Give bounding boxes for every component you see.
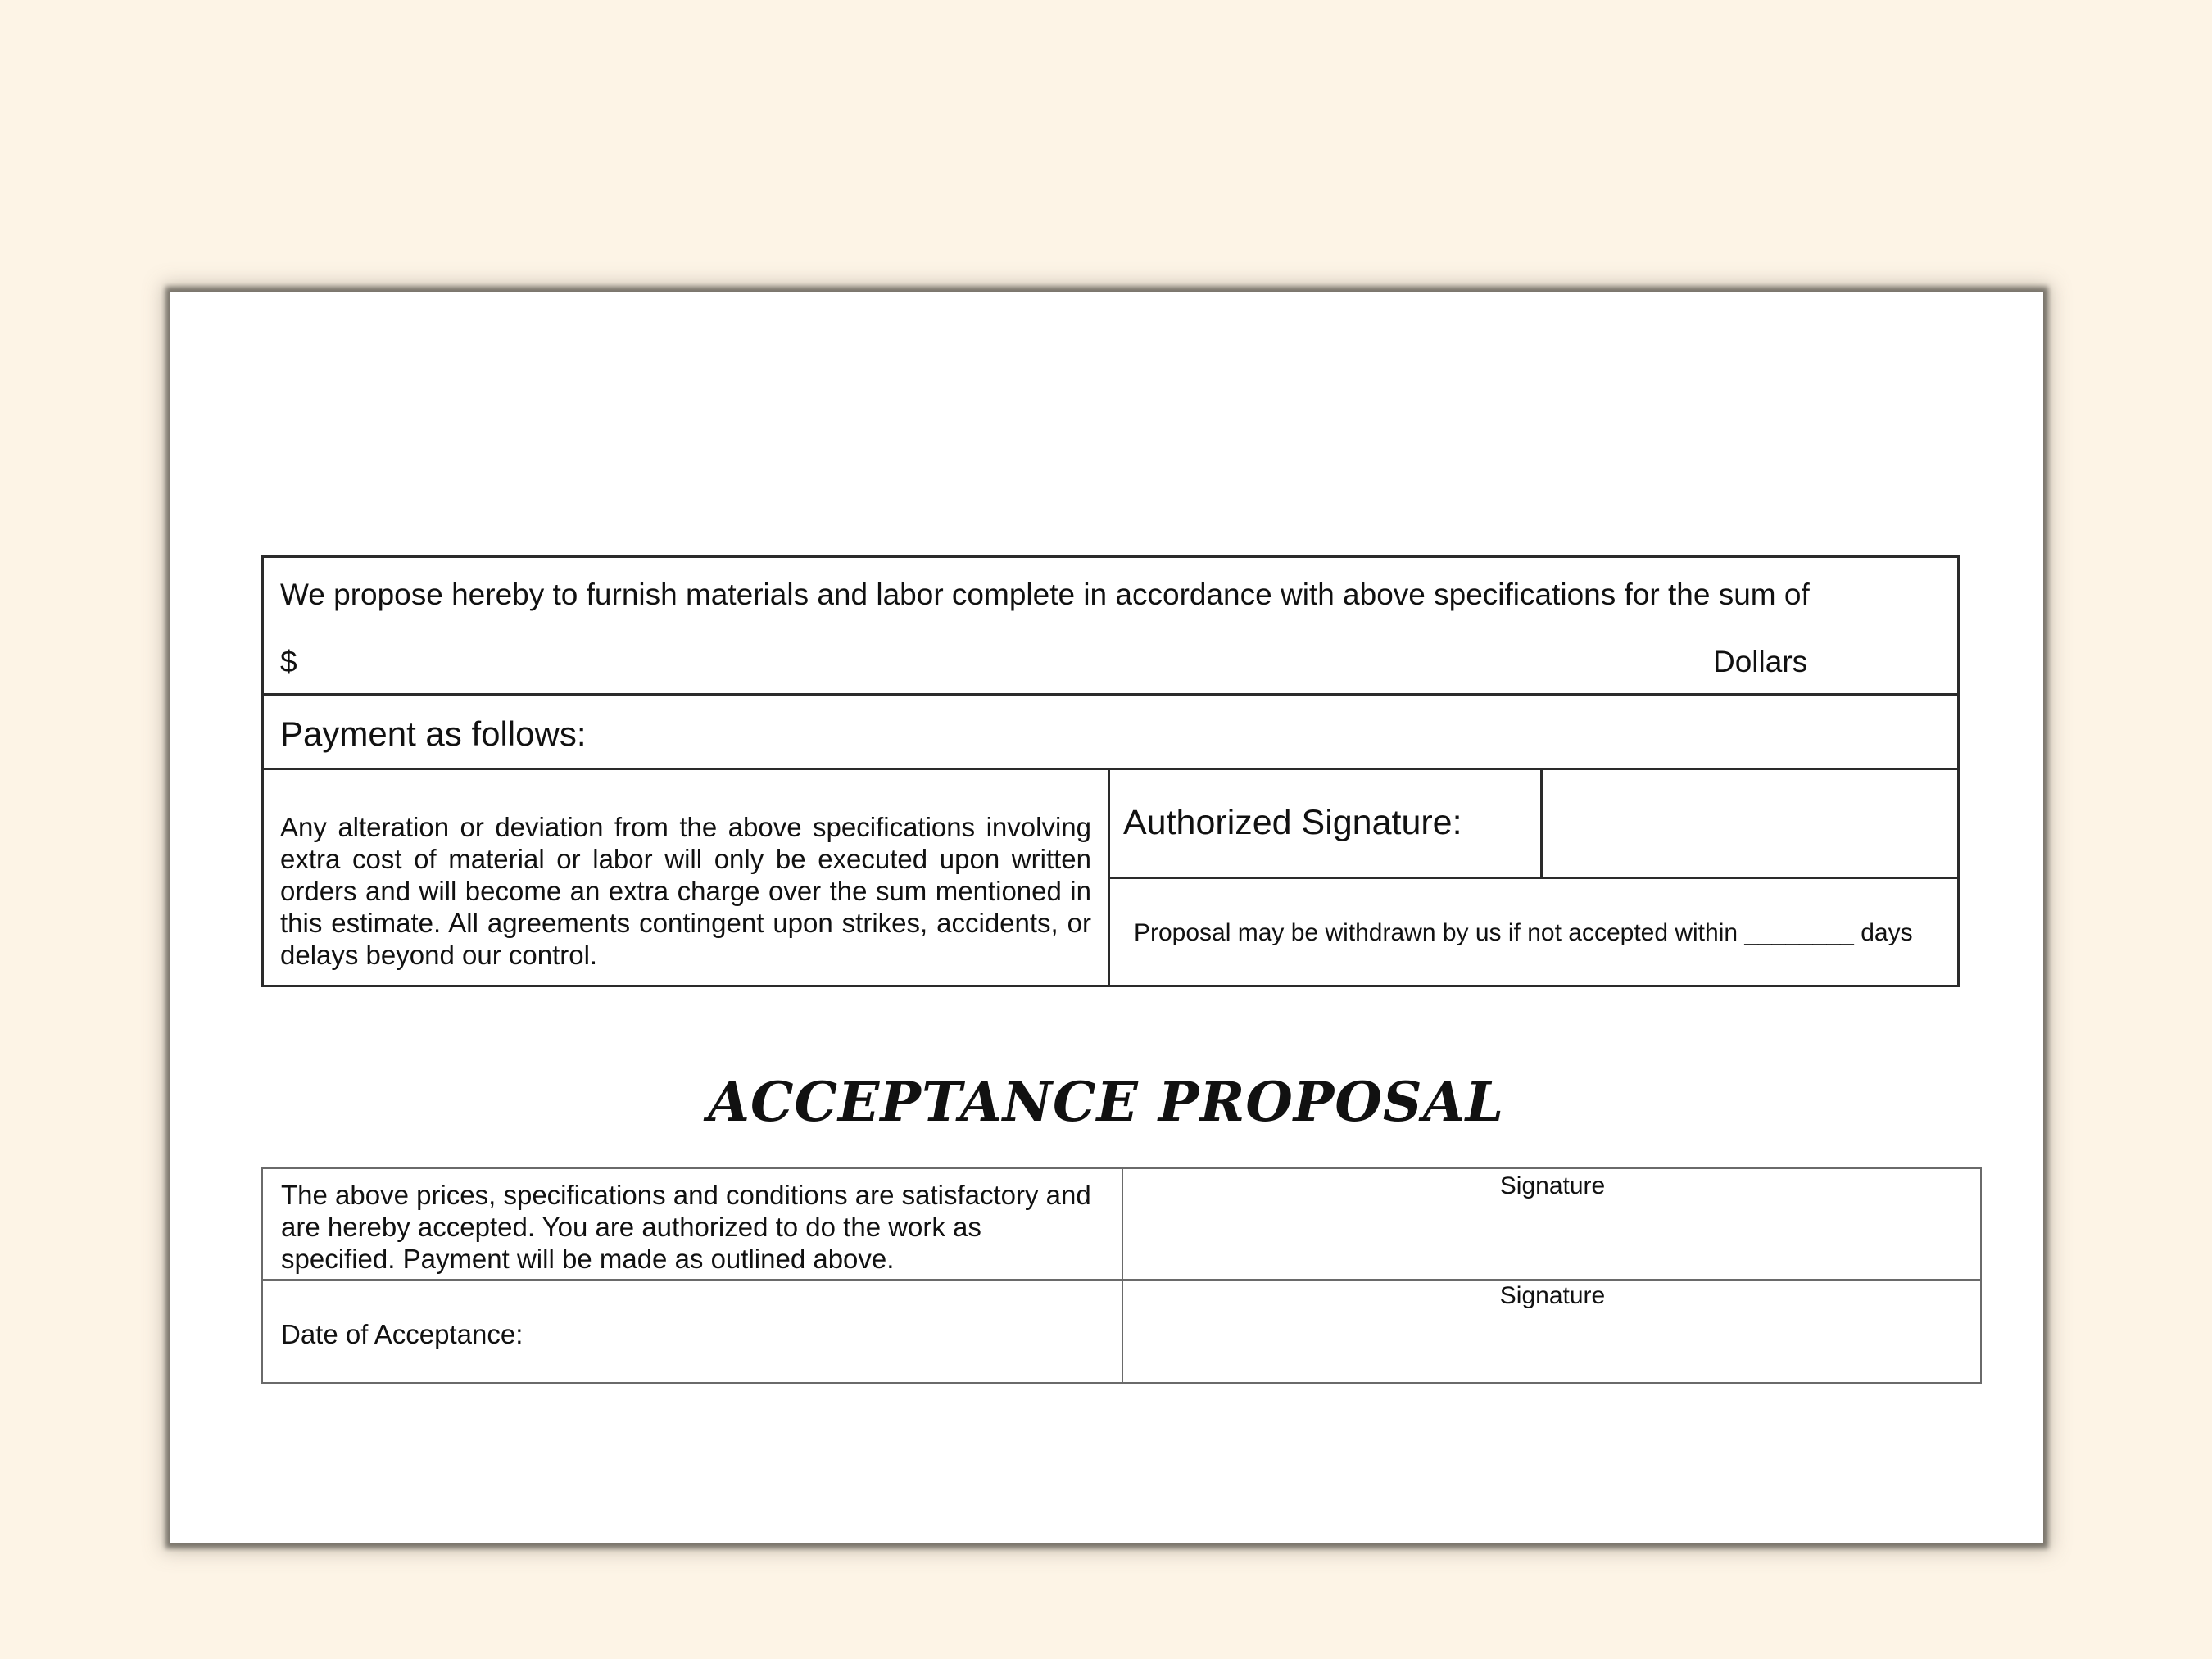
authorized-signature-label: Authorized Signature: <box>1123 803 1462 842</box>
acceptance-statement: The above prices, specifications and conditions are satisfactory and are hereby accepted. You are authorized to do the work as specified. Payment will be made as outlined above. <box>281 1180 1091 1274</box>
payment-label: Payment as follows: <box>280 714 587 753</box>
table-divider <box>1122 1169 1123 1382</box>
propose-text: We propose hereby to furnish materials and labor complete in accordance with above specifications for the sum of <box>280 578 1810 611</box>
date-of-acceptance-label: Date of Acceptance: <box>281 1319 524 1349</box>
table-divider <box>264 693 1957 696</box>
alteration-clause: Any alteration or deviation from the above specifications involving extra cost of material or labor will only be executed upon written orders and will become an extra charge over the sum mentioned in this estimate. All agreements contingent upon strikes, accidents, or delays beyond our control. <box>280 812 1091 970</box>
withdrawal-notice: Proposal may be withdrawn by us if not accepted within ________ days <box>1134 919 1913 946</box>
proposal-table <box>261 555 1960 987</box>
table-divider <box>1108 877 1957 879</box>
acceptance-table <box>261 1167 1982 1384</box>
page-title: ACCEPTANCE PROPOSAL <box>707 1070 1505 1134</box>
table-divider <box>1540 768 1543 877</box>
dollar-sign: $ <box>280 645 297 678</box>
dollars-label: Dollars <box>1713 645 1808 678</box>
signature-label: Signature <box>1499 1172 1606 1199</box>
signature-label: Signature <box>1499 1282 1606 1309</box>
table-divider <box>264 768 1957 770</box>
